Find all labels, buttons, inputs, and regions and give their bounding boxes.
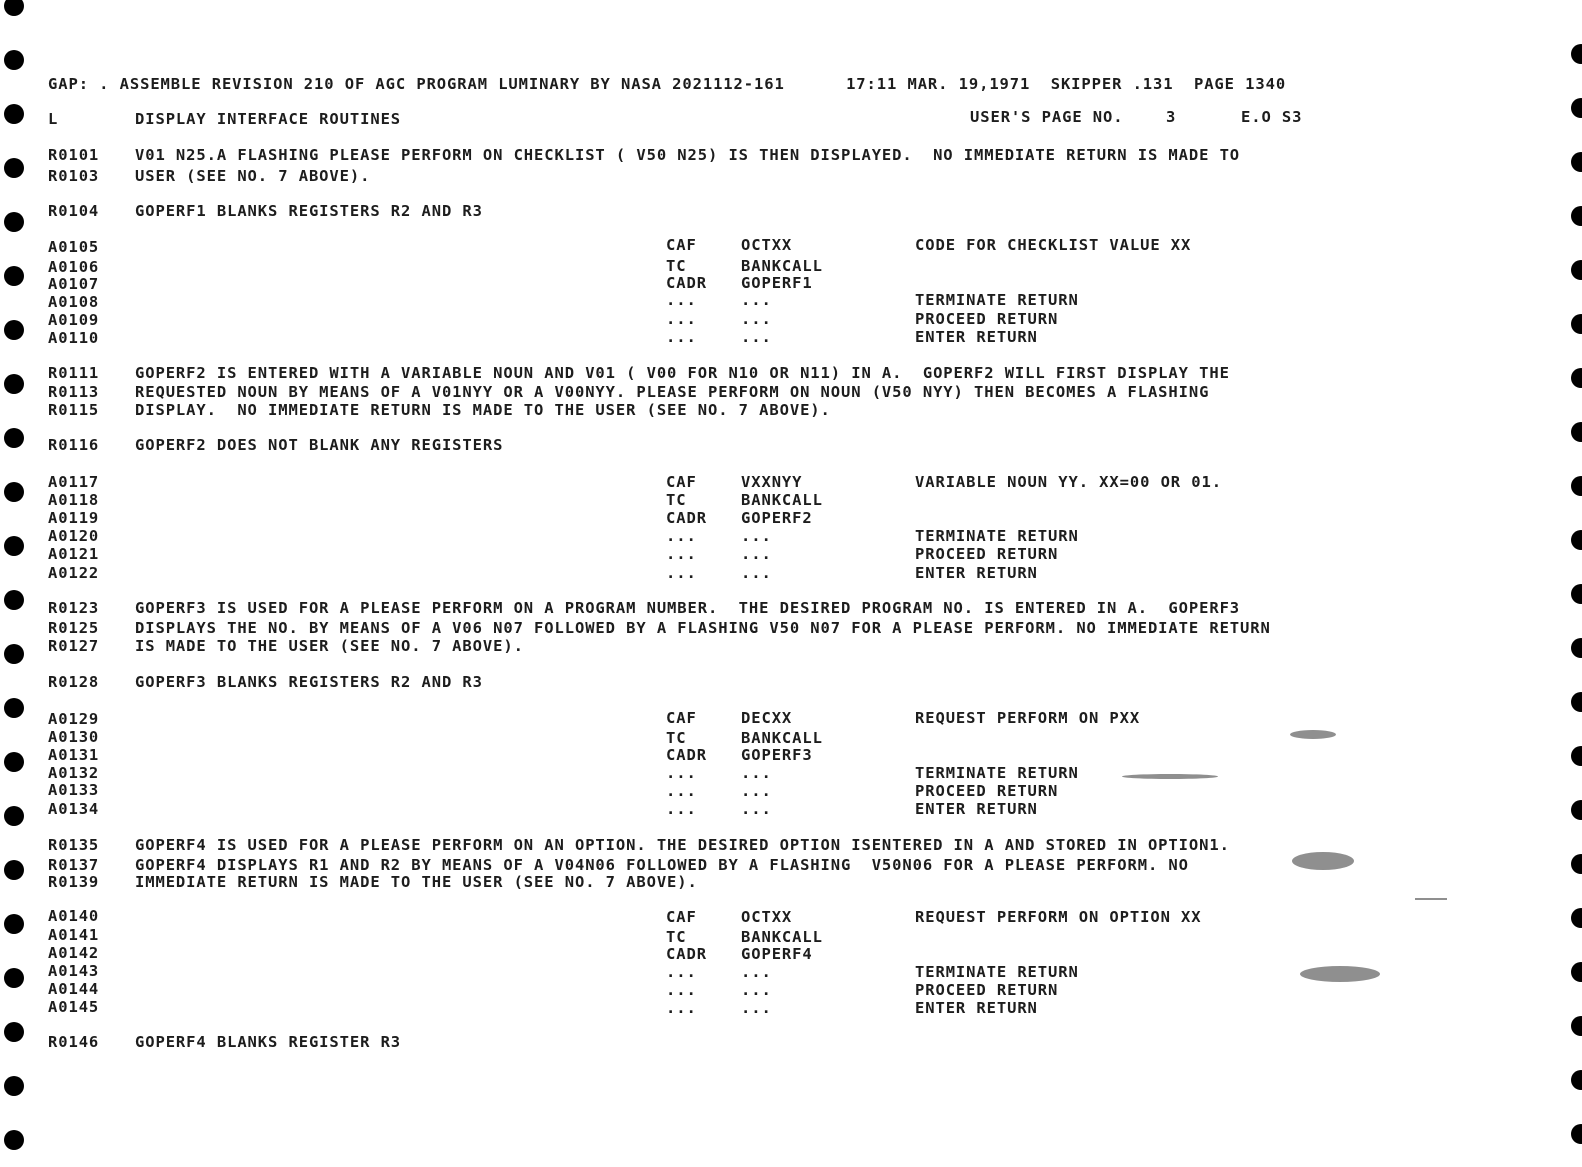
opcode: TC — [666, 491, 687, 509]
line-id: R0111 — [48, 364, 100, 382]
opcode: CAF — [666, 473, 697, 491]
sprocket-hole — [4, 320, 24, 340]
operand: ... — [741, 963, 772, 981]
sprocket-hole — [1571, 98, 1582, 118]
line-id: A0130 — [48, 728, 100, 746]
sprocket-hole — [1571, 260, 1582, 280]
sprocket-hole — [1571, 44, 1582, 64]
line-id: A0145 — [48, 998, 100, 1016]
line-id: R0139 — [48, 873, 100, 891]
line-id: R0104 — [48, 202, 100, 220]
operand: ... — [741, 999, 772, 1017]
line-id: A0141 — [48, 926, 100, 944]
line-id: A0107 — [48, 275, 100, 293]
line-id: R0115 — [48, 401, 100, 419]
sprocket-hole — [4, 590, 24, 610]
code-comment: ENTER RETURN — [915, 328, 1038, 346]
line-id: A0108 — [48, 293, 100, 311]
sprocket-hole — [4, 698, 24, 718]
code-comment: TERMINATE RETURN — [915, 963, 1079, 981]
operand: GOPERF2 — [741, 509, 813, 527]
code-comment: ENTER RETURN — [915, 564, 1038, 582]
opcode: ... — [666, 981, 697, 999]
sprocket-hole — [1571, 584, 1582, 604]
opcode: ... — [666, 328, 697, 346]
code-comment: TERMINATE RETURN — [915, 764, 1079, 782]
line-id: A0134 — [48, 800, 100, 818]
line-id: A0129 — [48, 710, 100, 728]
operand: ... — [741, 782, 772, 800]
operand: OCTXX — [741, 908, 793, 926]
sprocket-hole — [1571, 476, 1582, 496]
user-page-number: 3 — [1166, 108, 1177, 126]
operand: ... — [741, 328, 772, 346]
line-id: R0113 — [48, 383, 100, 401]
opcode: CADR — [666, 945, 707, 963]
operand: GOPERF3 — [741, 746, 813, 764]
opcode: TC — [666, 257, 687, 275]
operand: GOPERF1 — [741, 274, 813, 292]
operand: VXXNYY — [741, 473, 803, 491]
code-comment: TERMINATE RETURN — [915, 527, 1079, 545]
code-comment: ENTER RETURN — [915, 800, 1038, 818]
line-id: A0133 — [48, 781, 100, 799]
sprocket-hole — [1571, 854, 1582, 874]
operand: ... — [741, 764, 772, 782]
sprocket-hole — [1571, 152, 1582, 172]
opcode: ... — [666, 764, 697, 782]
operand: ... — [741, 545, 772, 563]
operand: BANKCALL — [741, 928, 823, 946]
remark-text: V01 N25.A FLASHING PLEASE PERFORM ON CHECKLIST ( V50 N25) IS THEN DISPLAYED. NO IMMEDIATE RETURN IS MADE TO — [135, 146, 1241, 164]
line-id: A0105 — [48, 238, 100, 256]
remark-text: GOPERF1 BLANKS REGISTERS R2 AND R3 — [135, 202, 483, 220]
remark-text: IS MADE TO THE USER (SEE NO. 7 ABOVE). — [135, 637, 524, 655]
opcode: CADR — [666, 746, 707, 764]
code-comment: TERMINATE RETURN — [915, 291, 1079, 309]
opcode: ... — [666, 999, 697, 1017]
sprocket-hole — [4, 644, 24, 664]
opcode: ... — [666, 963, 697, 981]
line-id: A0142 — [48, 944, 100, 962]
sprocket-hole — [4, 104, 24, 124]
user-page-label: USER'S PAGE NO. — [970, 108, 1124, 126]
sprocket-hole — [1571, 422, 1582, 442]
line-id: A0144 — [48, 980, 100, 998]
sprocket-hole — [4, 0, 24, 16]
line-id: A0121 — [48, 545, 100, 563]
operand: GOPERF4 — [741, 945, 813, 963]
line-id: R0137 — [48, 856, 100, 874]
sprocket-hole — [1571, 368, 1582, 388]
sprocket-hole — [1571, 692, 1582, 712]
line-id: R0125 — [48, 619, 100, 637]
line-id: A0120 — [48, 527, 100, 545]
opcode: ... — [666, 291, 697, 309]
opcode: ... — [666, 527, 697, 545]
sprocket-hole — [4, 212, 24, 232]
sprocket-hole — [4, 428, 24, 448]
sprocket-hole — [1571, 908, 1582, 928]
opcode: ... — [666, 800, 697, 818]
remark-text: IMMEDIATE RETURN IS MADE TO THE USER (SEE NO. 7 ABOVE). — [135, 873, 698, 891]
code-comment: PROCEED RETURN — [915, 545, 1059, 563]
opcode: CAF — [666, 236, 697, 254]
line-id: A0140 — [48, 907, 100, 925]
operand: ... — [741, 981, 772, 999]
ink-smudge — [1300, 966, 1380, 982]
line-id: A0119 — [48, 509, 100, 527]
remark-text: GOPERF4 BLANKS REGISTER R3 — [135, 1033, 402, 1051]
sprocket-hole — [4, 482, 24, 502]
opcode: ... — [666, 310, 697, 328]
remark-text: DISPLAYS THE NO. BY MEANS OF A V06 N07 FOLLOWED BY A FLASHING V50 N07 FOR A PLEASE PERFORM. NO IMMEDIATE RETURN — [135, 619, 1271, 637]
sprocket-hole — [4, 860, 24, 880]
sprocket-hole — [4, 536, 24, 556]
operand: ... — [741, 564, 772, 582]
line-id: R0128 — [48, 673, 100, 691]
line-id: A0110 — [48, 329, 100, 347]
code-comment: PROCEED RETURN — [915, 310, 1059, 328]
sprocket-hole — [1571, 746, 1582, 766]
ink-smudge — [1292, 852, 1354, 870]
remark-text: GOPERF2 DOES NOT BLANK ANY REGISTERS — [135, 436, 504, 454]
sprocket-hole — [1571, 638, 1582, 658]
line-id: R0116 — [48, 436, 100, 454]
line-id: A0143 — [48, 962, 100, 980]
line-id: A0131 — [48, 746, 100, 764]
remark-text: GOPERF4 DISPLAYS R1 AND R2 BY MEANS OF A V04N06 FOLLOWED BY A FLASHING V50N06 FOR A PLEASE PERFORM. NO — [135, 856, 1189, 874]
sprocket-hole — [1571, 962, 1582, 982]
operand: OCTXX — [741, 236, 793, 254]
sprocket-hole — [1571, 314, 1582, 334]
line-id: R0101 — [48, 146, 100, 164]
code-comment: PROCEED RETURN — [915, 782, 1059, 800]
sprocket-hole — [1571, 1016, 1582, 1036]
operand: BANKCALL — [741, 491, 823, 509]
line-id: R0135 — [48, 836, 100, 854]
sprocket-hole — [4, 50, 24, 70]
opcode: ... — [666, 782, 697, 800]
remark-text: GOPERF3 IS USED FOR A PLEASE PERFORM ON A PROGRAM NUMBER. THE DESIRED PROGRAM NO. IS ENTERED IN A. GOPERF3 — [135, 599, 1241, 617]
code-comment: PROCEED RETURN — [915, 981, 1059, 999]
code-comment: REQUEST PERFORM ON OPTION XX — [915, 908, 1202, 926]
remark-text: GOPERF2 IS ENTERED WITH A VARIABLE NOUN AND V01 ( V00 FOR N10 OR N11) IN A. GOPERF2 WILL FIRST DISPLAY THE — [135, 364, 1230, 382]
sprocket-hole — [4, 1130, 24, 1150]
page-code: E.O S3 — [1241, 108, 1303, 126]
sprocket-hole — [4, 968, 24, 988]
sprocket-hole — [4, 806, 24, 826]
line-id: A0118 — [48, 491, 100, 509]
sprocket-hole — [1571, 206, 1582, 226]
sprocket-hole — [4, 374, 24, 394]
line-id: A0117 — [48, 473, 100, 491]
operand: ... — [741, 291, 772, 309]
ink-smudge — [1415, 898, 1447, 900]
operand: DECXX — [741, 709, 793, 727]
line-id: A0106 — [48, 258, 100, 276]
remark-text: GOPERF4 IS USED FOR A PLEASE PERFORM ON AN OPTION. THE DESIRED OPTION ISENTERED IN A AND STORED IN OPTION1. — [135, 836, 1230, 854]
line-id: A0132 — [48, 764, 100, 782]
remark-text: USER (SEE NO. 7 ABOVE). — [135, 167, 371, 185]
sprocket-hole — [4, 752, 24, 772]
opcode: CADR — [666, 509, 707, 527]
ink-smudge — [1122, 774, 1218, 779]
opcode: CAF — [666, 709, 697, 727]
sprocket-hole — [1571, 1070, 1582, 1090]
sprocket-hole — [4, 914, 24, 934]
sprocket-hole — [1571, 1124, 1582, 1144]
header-line: GAP: . ASSEMBLE REVISION 210 OF AGC PROGRAM LUMINARY BY NASA 2021112-161 17:11 MAR. 19,1971 SKIPPER .131 PAGE 1340 — [48, 75, 1287, 93]
sprocket-hole — [1571, 800, 1582, 820]
code-comment: REQUEST PERFORM ON PXX — [915, 709, 1141, 727]
code-comment: ENTER RETURN — [915, 999, 1038, 1017]
opcode: CAF — [666, 908, 697, 926]
operand: BANKCALL — [741, 729, 823, 747]
code-comment: CODE FOR CHECKLIST VALUE XX — [915, 236, 1192, 254]
sprocket-hole — [4, 1022, 24, 1042]
remark-text: GOPERF3 BLANKS REGISTERS R2 AND R3 — [135, 673, 483, 691]
opcode: TC — [666, 729, 687, 747]
opcode: ... — [666, 564, 697, 582]
line-id: R0123 — [48, 599, 100, 617]
opcode: TC — [666, 928, 687, 946]
header-left-code: L — [48, 110, 59, 128]
remark-text: REQUESTED NOUN BY MEANS OF A V01NYY OR A V00NYY. PLEASE PERFORM ON NOUN (V50 NYY) THEN BECOMES A FLASHING — [135, 383, 1210, 401]
line-id: A0122 — [48, 564, 100, 582]
operand: ... — [741, 800, 772, 818]
section-title: DISPLAY INTERFACE ROUTINES — [135, 110, 402, 128]
operand: ... — [741, 527, 772, 545]
sprocket-hole — [4, 1076, 24, 1096]
line-id: A0109 — [48, 311, 100, 329]
opcode: CADR — [666, 274, 707, 292]
code-comment: VARIABLE NOUN YY. XX=00 OR 01. — [915, 473, 1222, 491]
line-id: R0127 — [48, 637, 100, 655]
sprocket-hole — [1571, 530, 1582, 550]
operand: ... — [741, 310, 772, 328]
line-id: R0103 — [48, 167, 100, 185]
sprocket-hole — [4, 158, 24, 178]
line-id: R0146 — [48, 1033, 100, 1051]
ink-smudge — [1290, 730, 1336, 739]
sprocket-hole — [4, 266, 24, 286]
remark-text: DISPLAY. NO IMMEDIATE RETURN IS MADE TO THE USER (SEE NO. 7 ABOVE). — [135, 401, 831, 419]
opcode: ... — [666, 545, 697, 563]
operand: BANKCALL — [741, 257, 823, 275]
